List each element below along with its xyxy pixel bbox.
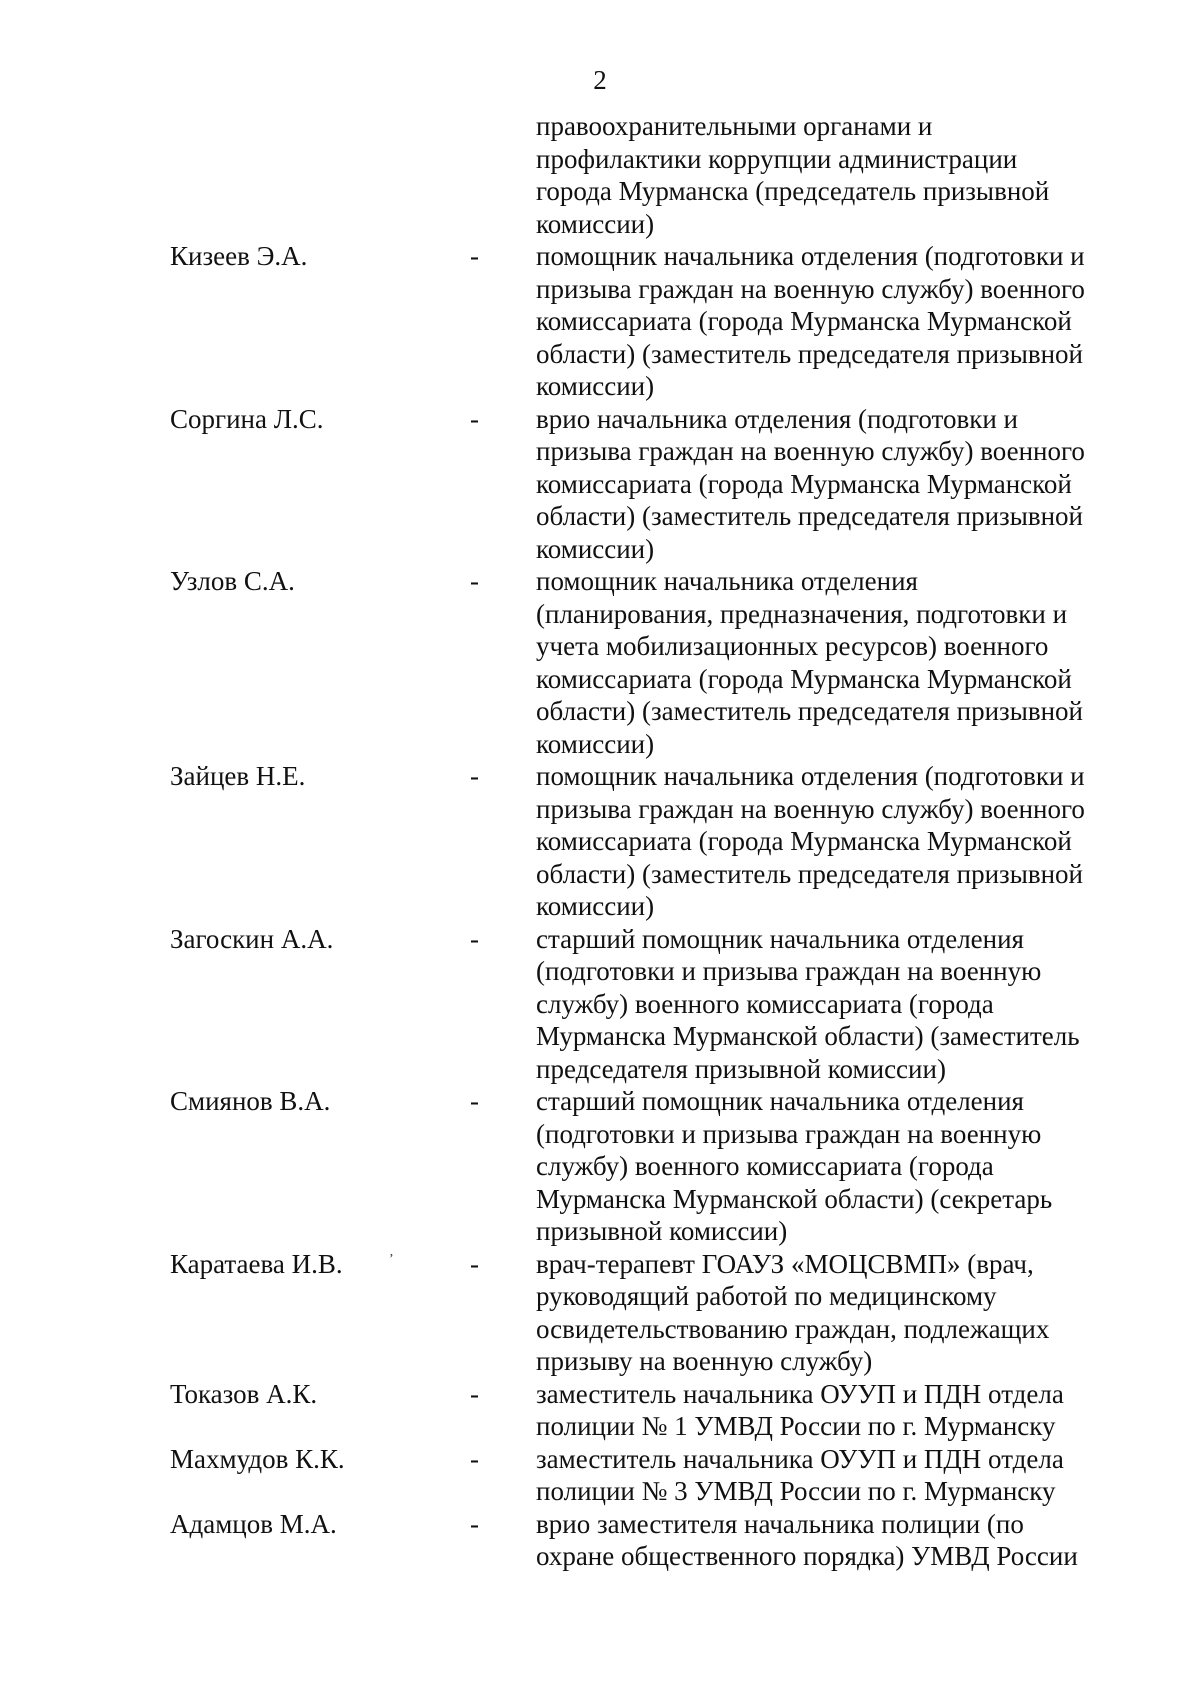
member-row — [0, 923, 1200, 1086]
member-role-line: Мурманска Мурманской области) (заместитель — [536, 1021, 1080, 1051]
scan-speck: ʼ — [389, 1252, 394, 1267]
member-role — [536, 240, 1136, 403]
member-dash: - — [470, 566, 479, 596]
member-role-line: помощник начальника отделения — [536, 566, 918, 596]
member-role-line: призыву на военную службу) — [536, 1346, 873, 1376]
member-role-line: врио начальника отделения (подготовки и — [536, 403, 1018, 434]
member-row — [0, 240, 1200, 403]
member-row — [0, 1085, 1200, 1248]
member-row — [0, 1248, 1200, 1378]
member-name: Махмудов К.К. — [170, 1443, 345, 1474]
member-role-line: охране общественного порядка) УМВД России — [536, 1541, 1078, 1571]
member-role-line: (планирования, предназначения, подготовки и — [536, 598, 1068, 629]
commission-members-list — [0, 240, 1200, 1573]
member-role-line: призывной комиссии) — [536, 1216, 788, 1246]
member-role-line: комиссариата (города Мурманска Мурманской — [536, 306, 1072, 336]
member-row — [0, 760, 1200, 923]
member-name: Зайцев Н.Е. — [170, 761, 306, 791]
member-role-line: старший помощник начальника отделения — [536, 923, 1024, 954]
member-role — [536, 403, 1136, 566]
member-role — [536, 1085, 1136, 1248]
member-role-line: комиссариата (города Мурманска Мурманской — [536, 663, 1072, 694]
member-role-line: (подготовки и призыва граждан на военную — [536, 1118, 1042, 1149]
member-dash: - — [470, 1248, 479, 1279]
member-role-line: комиссии) — [536, 728, 655, 759]
member-name: Адамцов М.А. — [170, 1508, 337, 1539]
member-role-line: области) (заместитель председателя призывной — [536, 501, 1083, 531]
member-role — [536, 1443, 1136, 1508]
member-role — [536, 760, 1136, 923]
member-row — [0, 565, 1200, 760]
member-name: Кизеев Э.А. — [170, 241, 308, 271]
member-name: Смиянов В.А. — [170, 1086, 331, 1116]
member-role-line: старший помощник начальника отделения — [536, 1086, 1024, 1116]
member-row — [0, 1508, 1200, 1573]
member-dash: - — [470, 241, 479, 271]
member-role-line: области) (заместитель председателя призывной — [536, 338, 1083, 369]
member-role-line: комиссариата (города Мурманска Мурманской — [536, 826, 1072, 856]
member-row — [0, 1378, 1200, 1443]
member-dash: - — [470, 1508, 479, 1539]
member-dash: - — [470, 761, 479, 791]
member-name: Соргина Л.С. — [170, 403, 324, 434]
member-role-line: председателя призывной комиссии) — [536, 1053, 946, 1084]
member-role-line: врио заместителя начальника полиции (по — [536, 1508, 1024, 1539]
member-role-line: комиссии) — [536, 891, 655, 921]
member-dash: - — [470, 1443, 479, 1474]
member-role-line: помощник начальника отделения (подготовки и — [536, 241, 1085, 271]
intro-line: профилактики коррупции администрации — [536, 143, 1018, 174]
member-role-line: области) (заместитель председателя призывной — [536, 858, 1083, 889]
member-row — [0, 1443, 1200, 1508]
member-dash: - — [470, 403, 479, 434]
member-role-line: области) (заместитель председателя призывной — [536, 696, 1083, 726]
member-name: Каратаева И.В. — [170, 1248, 343, 1279]
member-role-line: руководящий работой по медицинскому — [536, 1281, 997, 1311]
member-role-line: заместитель начальника ОУУП и ПДН отдела — [536, 1443, 1064, 1474]
member-role-line: учета мобилизационных ресурсов) военного — [536, 631, 1049, 661]
member-role-line: комиссии) — [536, 533, 655, 564]
member-role-line: врач-терапевт ГОАУЗ «МОЦСВМП» (врач, — [536, 1248, 1034, 1279]
member-role — [536, 1248, 1136, 1378]
member-role-line: комиссии) — [536, 371, 655, 401]
member-name: Загоскин А.А. — [170, 923, 334, 954]
member-role-line: освидетельствованию граждан, подлежащих — [536, 1313, 1050, 1344]
intro-line: города Мурманска (председатель призывной — [536, 176, 1050, 206]
member-role-line: помощник начальника отделения (подготовки и — [536, 761, 1085, 791]
member-role-line: (подготовки и призыва граждан на военную — [536, 956, 1042, 986]
page-number: 2 — [593, 65, 607, 95]
member-name: Узлов С.А. — [170, 566, 295, 596]
member-role-line: службу) военного комиссариата (города — [536, 1151, 994, 1181]
member-dash: - — [470, 923, 479, 954]
member-role — [536, 1378, 1136, 1443]
member-role — [536, 565, 1136, 760]
member-role-line: призыва граждан на военную службу) военного — [536, 273, 1085, 304]
member-role-line: полиции № 1 УМВД России по г. Мурманску — [536, 1411, 1056, 1441]
member-role-line: службу) военного комиссариата (города — [536, 988, 994, 1019]
member-role-line: призыва граждан на военную службу) военного — [536, 436, 1085, 466]
intro-line: комиссии) — [536, 208, 655, 239]
member-role-line: полиции № 3 УМВД России по г. Мурманску — [536, 1476, 1056, 1506]
intro-continuation — [536, 110, 1136, 240]
member-dash: - — [470, 1086, 479, 1116]
member-role-line: призыва граждан на военную службу) военного — [536, 793, 1085, 824]
member-role-line: комиссариата (города Мурманска Мурманской — [536, 468, 1072, 499]
member-role — [536, 923, 1136, 1086]
intro-line: правоохранительными органами и — [536, 111, 933, 141]
member-name: Токазов А.К. — [170, 1378, 318, 1409]
member-dash: - — [470, 1378, 479, 1409]
member-row — [0, 403, 1200, 566]
member-role-line: Мурманска Мурманской области) (секретарь — [536, 1183, 1053, 1214]
member-role — [536, 1508, 1136, 1573]
member-role-line: заместитель начальника ОУУП и ПДН отдела — [536, 1378, 1064, 1409]
